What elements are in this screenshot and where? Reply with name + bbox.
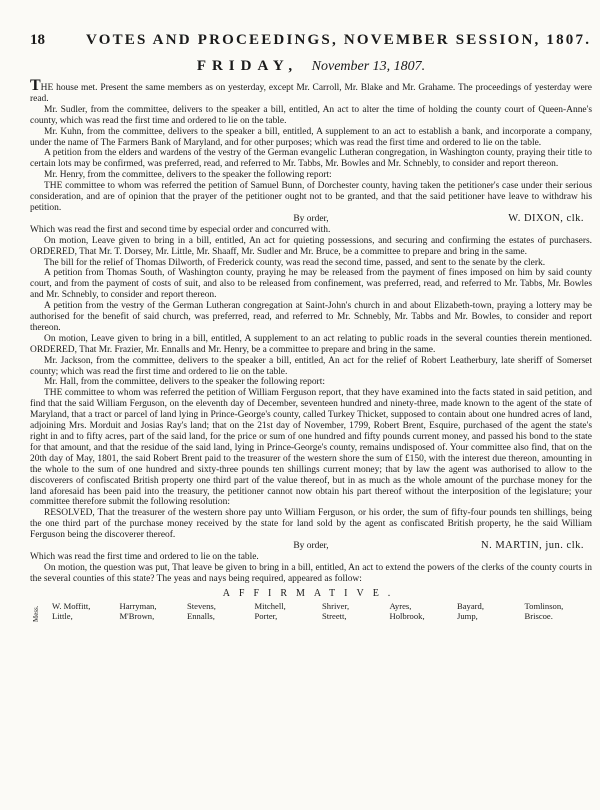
paragraph-text: A petition from the elders and wardens of the vestry of the German evangelic Lutheran congregation, in Washington county, praying their title to certain lots may be confirmed, was preferred, read, and referred to Mr. Tabbs, Mr. Bowles and Mr. Schnebly, to consider and report thereon. [30,148,592,170]
paragraph-text: Mr. Jackson, from the committee, delivers to the speaker a bill, entitled, An act for the relief of Robert Leatherbury, late sheriff of Somerset county; which was read the first time and ordered to lie on the table. [30,355,592,377]
running-title: VOTES AND PROCEEDINGS, NOVEMBER SESSION, 1807. [86,32,592,48]
affirmative-column [525,601,593,621]
member-name: Jump, [457,610,478,621]
member-name: W. Moffitt, [52,600,91,611]
member-name: Bayard, [457,600,484,611]
page-number: 18 [30,32,45,48]
session-date-text: November 13, 1807. [311,59,426,74]
paragraph [30,225,592,236]
paragraph [30,77,592,105]
affirmative-column [390,601,458,621]
by-order-label: By order, [293,213,329,224]
paragraph-text: Mr. Henry, from the committee, delivers to the speaker the following report: [44,170,332,181]
paragraph-text: RESOLVED, That the treasurer of the western shore pay unto William Ferguson, or his order, the sum of fifty-four pounds ten shillings, being the one third part of the purchase money received by the state for land sold by the agent as confiscated British property, he the said William Ferguson being the discoverer thereof. [30,508,592,541]
paragraph-text: A petition from the vestry of the German Lutheran congregation at Saint-John's church in and about Elizabeth-town, praying a lottery may be authorised for the benefit of said church, was preferred, read, and referred to Mr. Schnebly, Mr. Tabbs and Mr. Bowles, to consider and report thereon. [30,301,592,333]
proceedings-block-1 [30,77,592,214]
paragraph [30,170,592,181]
drop-cap: T [30,77,41,94]
by-order-label: By order, [293,541,329,552]
by-order-1 [30,214,592,225]
affirmative-column [120,601,188,621]
member-name: Harryman, [119,600,157,611]
by-order-2 [30,541,592,552]
affirmative-heading: AFFIRMATIVE. [222,587,400,599]
paragraph [30,301,592,334]
paragraph [30,148,592,170]
member-name: Little, [52,610,73,621]
paragraph-text: The bill for the relief of Thomas Dilworth, of Frederick county, was read the second time, passed, and sent to the senate by the clerk. [44,257,546,268]
proceedings-block-2 [30,225,592,541]
member-name: Porter, [254,610,278,621]
affirmative-column [52,601,120,621]
member-name: M'Brown, [119,610,155,621]
affirmative-column [187,601,255,621]
affirmative-column [255,601,323,621]
paragraph-text: On motion, Leave given to bring in a bill, entitled, A supplement to an act relating to public roads in the several counties therein mentioned. ORDERED, That Mr. Frazier, Mr. Ennalls and Mr. Henry, be a committee to prepare and bring in the same. [30,333,592,355]
paragraph-text: THE committee to whom was referred the petition of William Ferguson report, that they have examined into the facts stated in said petition, and find that the said William Ferguson, on the eleventh day of December, seventeen hundred and ninety-three, made known to the agent of the state of Maryland, that a tract or parcel of land lying in Prince-George's county, called Turkey Thicket, supposed to contain about one hundred acres of land, adjoining Mrs. Morduit and Josias Ray's land; that on the 21st day of November, 1799, Robert Brent, Esquire, purchased of the agent the state's right in and to fifty acres, part of the said land, for the price or sum of one hundred and fifty pounds current money, and passed his bond to the state for that amount, and that the residue of the said land, lying in Prince-George's county, remains undisposed of. Your committee also find, that on the 20th day of May, 1801, the said Robert Brent paid to the treasurer of the western shore the sum of £150, with the interest due thereon, amounting in the whole to the sum of one hundred and sixty-three pounds ten shillings current money; that by law the agent was authorised to allow to the discoverers of confiscated British property one third part of the value thereof, but in as much as the whole amount of the purchase money for the land aforesaid has been paid into the treasury, the petitioner cannot now obtain his part thereof without the interposition of the legislature; your committee therefore submit the following resolution: [30,388,592,508]
paragraph-text: Which was read the first time and ordered to lie on the table. [30,551,259,562]
paragraph [30,181,592,214]
paragraph-text: Mr. Hall, from the committee, delivers to the speaker the following report: [44,377,325,388]
clerk-signature: W. DIXON, clk. [508,212,584,224]
paragraph [30,552,592,563]
proceedings-block-3 [30,552,592,585]
member-name: Holbrook, [389,610,425,621]
paragraph [30,508,592,541]
session-day: FRIDAY, [196,58,299,74]
paragraph [30,334,592,356]
page-header [30,32,592,52]
member-name: Ennalls, [187,610,215,621]
clerk-signature: N. MARTIN, jun. clk. [481,540,584,552]
paragraph-text: Mr. Sudler, from the committee, delivers to the speaker a bill, entitled, An act to alter the time of holding the county court of Queen-Anne's county, which was read the first time and ordered to lie on the table. [30,104,592,126]
session-date [30,58,592,75]
paragraph [30,127,592,149]
paragraph [30,356,592,378]
affirmative-side-label: Mess. [32,605,40,622]
paragraph-text: Mr. Kuhn, from the committee, delivers to the speaker a bill, entitled, A supplement to an act to establish a bank, and incorporate a company, under the name of The Farmers Bank of Maryland, and for other purposes; which was read the first time and ordered to lie on the table. [30,126,592,148]
member-name: Streett, [322,610,347,621]
paragraph-text: HE house met. Present the same members as on yesterday, except Mr. Carroll, Mr. Blake and Mr. Grahame. The proceedings of yesterday were read. [30,83,592,104]
paragraph-text: THE committee to whom was referred the petition of Samuel Bunn, of Dorchester county, having taken the petitioner's case under their serious consideration, and are of opinion that the prayer of the petitioner ought not to be granted, and that the said petitioner have leave to withdraw his petition. [30,181,592,213]
proceedings-body [30,77,592,585]
paragraph-text: A petition from Thomas South, of Washington county, praying he may be released from the payment of fines imposed on him by said county court, and from the payment of costs of suit, and also to be released from confinement, was preferred, read, and referred to Mr. Tabbs, Mr. Bowles and Mr. Schnebly, to consider and report thereon. [30,268,592,301]
paragraph-text: On motion, Leave given to bring in a bill, entitled, An act for quieting possessions, and securing and confirming the estates of purchasers. ORDERED, That Mr. T. Dorsey, Mr. Little, Mr. Shaaff, Mr. Sudler and Mr. Bruce, be a committee to prepare and bring in the same. [30,235,592,257]
member-name: Stevens, [187,600,216,611]
affirmative-names [30,601,592,621]
paragraph [30,377,592,388]
paragraph-text: Which was read the first and second time by especial order and concurred with. [30,224,331,235]
paragraph [30,258,592,269]
member-name: Ayres, [389,600,412,611]
paragraph [30,563,592,585]
affirmative-column [457,601,525,621]
member-name: Tomlinson, [524,600,564,611]
paragraph [30,388,592,508]
paragraph [30,105,592,127]
member-name: Briscoe. [524,610,553,621]
paragraph-text: On motion, the question was put, That leave be given to bring in a bill, entitled, An act to extend the powers of the clerks of the county courts in the several counties of this state? The yeas and nays being required, appeared as follow: [30,562,592,584]
member-name: Shriver, [322,600,350,611]
paragraph [30,268,592,301]
paragraph [30,236,592,258]
affirmative-column [322,601,390,621]
member-name: Mitchell, [254,600,286,611]
